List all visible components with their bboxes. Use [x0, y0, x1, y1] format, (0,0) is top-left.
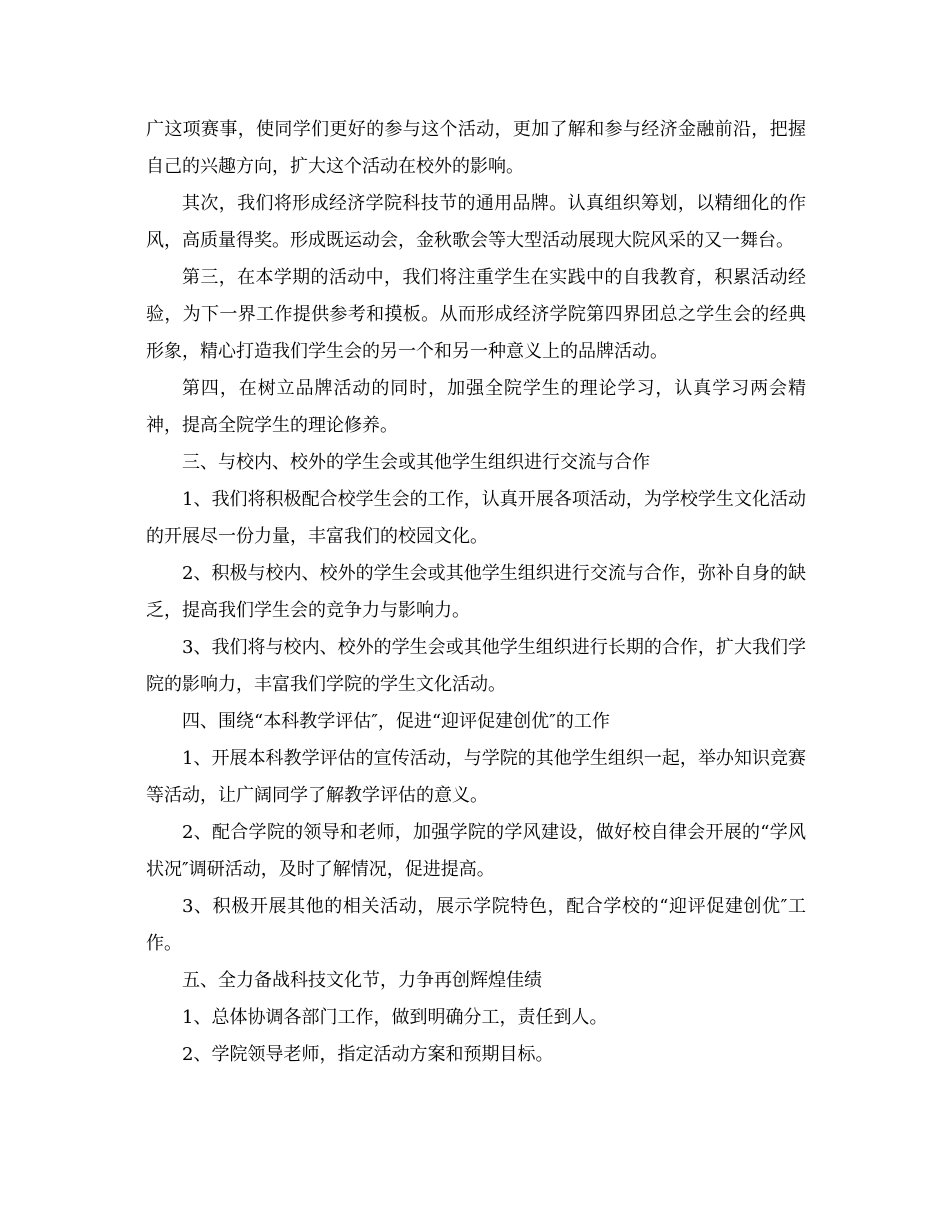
section-heading-5: 五、全力备战科技文化节，力争再创辉煌佳绩 [182, 970, 542, 991]
list-item-5-1: 1、总体协调各部门工作，做到明确分工，责任到人。 [182, 1007, 608, 1028]
document-body [146, 111, 806, 1073]
paragraph-second-point: 其次，我们将形成经济学院科技节的通用品牌。认真组织筹划，以精细化的作风，高质量得奖。形成既运动会，金秋歌会等大型活动展现大院风采的又一舞台。 [146, 193, 806, 251]
section-heading-3: 三、与校内、校外的学生会或其他学生组织进行交流与合作 [182, 452, 650, 473]
list-item-4-3: 3、积极开展其他的相关活动，展示学院特色，配合学校的“迎评促建创优″工作。 [146, 896, 806, 954]
list-item-3-1: 1、我们将积极配合校学生会的工作，认真开展各项活动，为学校学生文化活动的开展尽一份力量，丰富我们的校园文化。 [146, 489, 806, 547]
paragraph-continuation: 广这项赛事，使同学们更好的参与这个活动，更加了解和参与经济金融前沿，把握自己的兴趣方向，扩大这个活动在校外的影响。 [146, 119, 806, 177]
list-item-5-2: 2、学院领导老师，指定活动方案和预期目标。 [182, 1044, 554, 1065]
paragraph-third-point: 第三，在本学期的活动中，我们将注重学生在实践中的自我教育，积累活动经验，为下一界工作提供参考和摸板。从而形成经济学院第四界团总之学生会的经典形象，精心打造我们学生会的另一个和另一种意义上的品牌活动。 [146, 267, 806, 362]
section-heading-4: 四、围绕“本科教学评估″，促进“迎评促建创优″的工作 [182, 711, 610, 732]
list-item-3-2: 2、积极与校内、校外的学生会或其他学生组织进行交流与合作，弥补自身的缺乏，提高我们学生会的竞争力与影响力。 [146, 563, 806, 621]
list-item-4-1: 1、开展本科教学评估的宣传活动，与学院的其他学生组织一起，举办知识竞赛等活动，让广阔同学了解教学评估的意义。 [146, 748, 806, 806]
list-item-4-2: 2、配合学院的领导和老师，加强学院的学风建设，做好校自律会开展的“学风状况″调研活动，及时了解情况，促进提高。 [146, 822, 806, 880]
paragraph-fourth-point: 第四，在树立品牌活动的同时，加强全院学生的理论学习，认真学习两会精神，提高全院学生的理论修养。 [146, 378, 806, 436]
list-item-3-3: 3、我们将与校内、校外的学生会或其他学生组织进行长期的合作，扩大我们学院的影响力，丰富我们学院的学生文化活动。 [146, 637, 806, 695]
